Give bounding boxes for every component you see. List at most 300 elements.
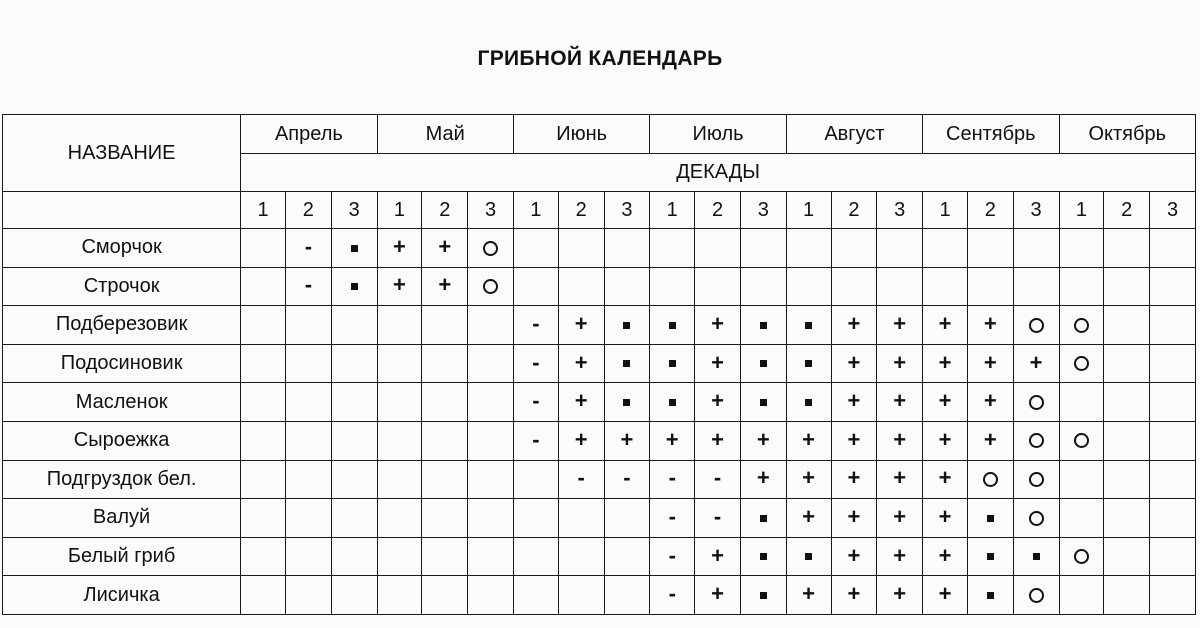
table-row xyxy=(3,306,1196,345)
calendar-cell xyxy=(241,576,286,615)
calendar-cell xyxy=(1059,267,1104,306)
calendar-cell xyxy=(1104,460,1150,499)
square-mark xyxy=(669,360,676,367)
decade-number: 2 xyxy=(967,192,1013,229)
decade-number: 2 xyxy=(558,192,604,229)
calendar-cell xyxy=(786,460,831,499)
calendar-cell xyxy=(650,267,695,306)
calendar-cell xyxy=(695,229,741,268)
calendar-cell xyxy=(1104,499,1150,538)
calendar-cell xyxy=(558,383,604,422)
plus-mark: + xyxy=(393,272,406,298)
calendar-cell xyxy=(604,229,650,268)
plus-mark: + xyxy=(893,349,907,375)
calendar-cell xyxy=(377,267,422,306)
calendar-cell xyxy=(241,229,286,268)
calendar-cell xyxy=(877,229,923,268)
decade-number: 2 xyxy=(831,192,877,229)
calendar-cell xyxy=(1059,306,1104,345)
square-mark xyxy=(623,399,630,406)
mushroom-calendar-table xyxy=(2,114,1196,615)
mushroom-name: Подгруздок бел. xyxy=(3,460,241,499)
calendar-cell xyxy=(740,383,786,422)
mushroom-name: Сморчок xyxy=(3,229,241,268)
month-header: Июль xyxy=(650,115,786,154)
calendar-cell xyxy=(1013,537,1059,576)
table-row xyxy=(3,499,1196,538)
plus-mark: + xyxy=(847,426,861,452)
calendar-cell xyxy=(650,383,695,422)
calendar-cell xyxy=(1013,267,1059,306)
calendar-cell xyxy=(1150,460,1196,499)
calendar-cell xyxy=(513,499,558,538)
plus-mark: + xyxy=(802,465,816,491)
plus-mark: + xyxy=(938,581,952,607)
calendar-cell xyxy=(377,421,422,460)
calendar-cell xyxy=(1150,421,1196,460)
calendar-cell xyxy=(1013,383,1059,422)
calendar-cell xyxy=(877,499,923,538)
decade-number: 3 xyxy=(877,192,923,229)
month-header: Май xyxy=(377,115,513,154)
calendar-cell xyxy=(786,306,831,345)
calendar-cell xyxy=(1150,383,1196,422)
calendar-cell xyxy=(241,306,286,345)
calendar-cell xyxy=(831,267,877,306)
table-row xyxy=(3,344,1196,383)
calendar-cell xyxy=(831,576,877,615)
calendar-cell xyxy=(513,306,558,345)
minus-mark: - xyxy=(668,465,676,491)
circle-mark xyxy=(1029,588,1044,603)
calendar-cell xyxy=(377,306,422,345)
calendar-cell xyxy=(422,499,468,538)
calendar-cell xyxy=(422,537,468,576)
calendar-cell xyxy=(604,421,650,460)
calendar-cell xyxy=(877,383,923,422)
plus-mark: + xyxy=(847,388,861,414)
calendar-cell xyxy=(468,537,514,576)
calendar-cell xyxy=(377,576,422,615)
decade-number: 1 xyxy=(650,192,695,229)
circle-mark xyxy=(483,279,498,294)
square-mark xyxy=(805,360,812,367)
square-mark xyxy=(669,399,676,406)
circle-mark xyxy=(1074,356,1089,371)
calendar-cell xyxy=(241,460,286,499)
decade-number: 3 xyxy=(468,192,514,229)
calendar-cell xyxy=(695,421,741,460)
plus-mark: + xyxy=(938,426,952,452)
calendar-cell xyxy=(650,499,695,538)
calendar-cell xyxy=(1059,460,1104,499)
calendar-cell xyxy=(422,383,468,422)
circle-mark xyxy=(1029,318,1044,333)
calendar-cell xyxy=(923,537,968,576)
name-column-header: НАЗВАНИЕ xyxy=(3,115,241,192)
decade-number: 3 xyxy=(740,192,786,229)
calendar-cell xyxy=(468,306,514,345)
table-row xyxy=(3,460,1196,499)
calendar-cell xyxy=(558,229,604,268)
calendar-cell xyxy=(740,576,786,615)
square-mark xyxy=(623,360,630,367)
calendar-cell xyxy=(923,383,968,422)
calendar-cell xyxy=(1013,576,1059,615)
minus-mark: - xyxy=(532,310,540,336)
calendar-cell xyxy=(331,229,377,268)
plus-mark: + xyxy=(938,542,952,568)
calendar-cell xyxy=(695,344,741,383)
decade-number: 1 xyxy=(377,192,422,229)
calendar-cell xyxy=(740,499,786,538)
square-mark xyxy=(805,553,812,560)
calendar-cell xyxy=(1150,344,1196,383)
calendar-cell xyxy=(331,306,377,345)
calendar-cell xyxy=(1104,537,1150,576)
calendar-cell xyxy=(786,537,831,576)
calendar-cell xyxy=(695,383,741,422)
plus-mark: + xyxy=(574,388,588,414)
calendar-cell xyxy=(1013,421,1059,460)
calendar-cell xyxy=(967,306,1013,345)
plus-mark: + xyxy=(756,426,770,452)
calendar-cell xyxy=(377,383,422,422)
calendar-cell xyxy=(650,229,695,268)
calendar-cell xyxy=(650,537,695,576)
calendar-cell xyxy=(877,537,923,576)
square-mark xyxy=(623,322,630,329)
calendar-cell xyxy=(1059,229,1104,268)
calendar-cell xyxy=(1104,229,1150,268)
table-row xyxy=(3,229,1196,268)
minus-mark: - xyxy=(668,581,676,607)
square-mark xyxy=(351,283,358,290)
calendar-cell xyxy=(468,421,514,460)
table-row xyxy=(3,576,1196,615)
table-row xyxy=(3,383,1196,422)
decade-number: 2 xyxy=(422,192,468,229)
circle-mark xyxy=(1029,395,1044,410)
circle-mark xyxy=(983,472,998,487)
calendar-cell xyxy=(786,229,831,268)
decade-number: 1 xyxy=(786,192,831,229)
calendar-cell xyxy=(786,576,831,615)
calendar-cell xyxy=(285,344,331,383)
circle-mark xyxy=(1074,549,1089,564)
calendar-cell xyxy=(786,421,831,460)
plus-mark: + xyxy=(711,542,724,568)
plus-mark: + xyxy=(620,426,634,452)
calendar-cell xyxy=(331,344,377,383)
plus-mark: + xyxy=(711,310,724,336)
calendar-cell xyxy=(241,421,286,460)
calendar-cell xyxy=(740,344,786,383)
calendar-cell xyxy=(513,229,558,268)
plus-mark: + xyxy=(893,581,907,607)
table-row xyxy=(3,537,1196,576)
calendar-cell xyxy=(331,421,377,460)
minus-mark: - xyxy=(532,426,540,452)
plus-mark: + xyxy=(893,388,907,414)
calendar-cell xyxy=(331,576,377,615)
plus-mark: + xyxy=(983,388,997,414)
calendar-cell xyxy=(377,460,422,499)
plus-mark: + xyxy=(847,503,861,529)
circle-mark xyxy=(1074,433,1089,448)
calendar-cell xyxy=(468,229,514,268)
calendar-cell xyxy=(831,499,877,538)
calendar-cell xyxy=(558,499,604,538)
calendar-cell xyxy=(285,460,331,499)
calendar-cell xyxy=(695,537,741,576)
decade-number: 3 xyxy=(331,192,377,229)
minus-mark: - xyxy=(713,465,722,491)
square-mark xyxy=(669,322,676,329)
decade-number: 2 xyxy=(1104,192,1150,229)
calendar-cell xyxy=(468,499,514,538)
calendar-cell xyxy=(786,499,831,538)
calendar-cell xyxy=(1059,499,1104,538)
calendar-cell xyxy=(377,229,422,268)
calendar-cell xyxy=(650,460,695,499)
minus-mark: - xyxy=(304,233,313,259)
calendar-cell xyxy=(604,499,650,538)
mushroom-name: Лисичка xyxy=(3,576,241,615)
circle-mark xyxy=(1074,318,1089,333)
plus-mark: + xyxy=(893,465,907,491)
calendar-cell xyxy=(331,499,377,538)
calendar-cell xyxy=(285,306,331,345)
calendar-cell xyxy=(558,576,604,615)
calendar-cell xyxy=(831,537,877,576)
calendar-cell xyxy=(377,537,422,576)
calendar-cell xyxy=(422,267,468,306)
month-header: Сентябрь xyxy=(923,115,1059,154)
plus-mark: + xyxy=(574,310,588,336)
calendar-cell xyxy=(468,576,514,615)
calendar-cell xyxy=(513,421,558,460)
plus-mark: + xyxy=(893,503,907,529)
calendar-cell xyxy=(241,383,286,422)
calendar-cell xyxy=(650,306,695,345)
calendar-cell xyxy=(1013,460,1059,499)
calendar-cell xyxy=(923,460,968,499)
calendar-cell xyxy=(422,229,468,268)
mushroom-name: Валуй xyxy=(3,499,241,538)
decade-number: 2 xyxy=(695,192,741,229)
calendar-cell xyxy=(558,460,604,499)
calendar-cell xyxy=(1059,421,1104,460)
calendar-cell xyxy=(831,460,877,499)
plus-mark: + xyxy=(847,581,861,607)
calendar-cell xyxy=(831,383,877,422)
calendar-cell xyxy=(695,576,741,615)
square-mark xyxy=(760,360,767,367)
circle-mark xyxy=(1029,472,1044,487)
decade-number: 3 xyxy=(1013,192,1059,229)
calendar-cell xyxy=(377,344,422,383)
month-header: Апрель xyxy=(241,115,377,154)
decade-number: 2 xyxy=(285,192,331,229)
calendar-cell xyxy=(831,306,877,345)
plus-mark: + xyxy=(438,233,452,259)
calendar-cell xyxy=(831,344,877,383)
plus-mark: + xyxy=(438,272,452,298)
calendar-cell xyxy=(923,499,968,538)
plus-mark: + xyxy=(847,465,861,491)
calendar-cell xyxy=(786,344,831,383)
calendar-cell xyxy=(468,460,514,499)
calendar-cell xyxy=(786,267,831,306)
calendar-cell xyxy=(1150,267,1196,306)
square-mark xyxy=(805,322,812,329)
square-mark xyxy=(760,553,767,560)
calendar-cell xyxy=(1013,344,1059,383)
calendar-cell xyxy=(967,576,1013,615)
plus-mark: + xyxy=(756,465,770,491)
plus-mark: + xyxy=(1029,349,1043,375)
mushroom-name: Масленок xyxy=(3,383,241,422)
calendar-cell xyxy=(241,344,286,383)
plus-mark: + xyxy=(983,426,997,452)
calendar-cell xyxy=(604,306,650,345)
calendar-cell xyxy=(786,383,831,422)
calendar-cell xyxy=(1104,576,1150,615)
plus-mark: + xyxy=(938,349,952,375)
calendar-cell xyxy=(695,499,741,538)
calendar-cell xyxy=(1150,499,1196,538)
table-row xyxy=(3,421,1196,460)
plus-mark: + xyxy=(893,310,907,336)
calendar-cell xyxy=(923,344,968,383)
decades-header: ДЕКАДЫ xyxy=(241,154,1196,192)
minus-mark: - xyxy=(532,349,540,375)
mushroom-name: Строчок xyxy=(3,267,241,306)
calendar-cell xyxy=(967,421,1013,460)
calendar-cell xyxy=(285,421,331,460)
calendar-cell xyxy=(513,576,558,615)
plus-mark: + xyxy=(847,542,861,568)
calendar-cell xyxy=(331,267,377,306)
calendar-cell xyxy=(558,306,604,345)
square-mark xyxy=(351,245,358,252)
plus-mark: + xyxy=(802,503,816,529)
table-row xyxy=(3,267,1196,306)
calendar-cell xyxy=(604,267,650,306)
square-mark xyxy=(1033,553,1040,560)
calendar-cell xyxy=(513,344,558,383)
calendar-cell xyxy=(422,460,468,499)
calendar-cell xyxy=(422,576,468,615)
plus-mark: + xyxy=(393,233,406,259)
month-header: Июнь xyxy=(513,115,649,154)
calendar-cell xyxy=(1150,229,1196,268)
plus-mark: + xyxy=(847,310,861,336)
calendar-cell xyxy=(967,499,1013,538)
minus-mark: - xyxy=(304,272,313,298)
plus-mark: + xyxy=(574,349,588,375)
calendar-cell xyxy=(604,344,650,383)
calendar-cell xyxy=(877,460,923,499)
calendar-cell xyxy=(650,576,695,615)
decade-number: 3 xyxy=(604,192,650,229)
calendar-cell xyxy=(695,306,741,345)
calendar-cell xyxy=(331,460,377,499)
decade-number: 1 xyxy=(923,192,968,229)
calendar-cell xyxy=(967,267,1013,306)
calendar-cell xyxy=(468,383,514,422)
plus-mark: + xyxy=(711,388,724,414)
page-title: ГРИБНОЙ КАЛЕНДАРЬ xyxy=(477,47,723,70)
plus-mark: + xyxy=(665,426,679,452)
calendar-cell xyxy=(967,460,1013,499)
calendar-cell xyxy=(1059,383,1104,422)
calendar-cell xyxy=(1013,499,1059,538)
calendar-cell xyxy=(513,267,558,306)
calendar-cell xyxy=(513,537,558,576)
month-header: Октябрь xyxy=(1059,115,1196,154)
calendar-cell xyxy=(604,576,650,615)
plus-mark: + xyxy=(938,503,952,529)
calendar-cell xyxy=(877,344,923,383)
square-mark xyxy=(987,592,994,599)
calendar-cell xyxy=(513,460,558,499)
mushroom-name: Белый гриб xyxy=(3,537,241,576)
calendar-cell xyxy=(1013,306,1059,345)
mushroom-name: Подберезовик xyxy=(3,306,241,345)
plus-mark: + xyxy=(893,542,907,568)
calendar-cell xyxy=(513,383,558,422)
square-mark xyxy=(805,399,812,406)
calendar-cell xyxy=(285,499,331,538)
mushroom-name: Сыроежка xyxy=(3,421,241,460)
calendar-cell xyxy=(422,306,468,345)
calendar-cell xyxy=(740,267,786,306)
calendar-cell xyxy=(923,229,968,268)
calendar-cell xyxy=(558,421,604,460)
minus-mark: - xyxy=(532,388,540,414)
calendar-cell xyxy=(877,267,923,306)
calendar-cell xyxy=(1150,306,1196,345)
calendar-cell xyxy=(695,460,741,499)
calendar-cell xyxy=(967,229,1013,268)
calendar-cell xyxy=(468,344,514,383)
calendar-cell xyxy=(468,267,514,306)
calendar-cell xyxy=(1013,229,1059,268)
calendar-cell xyxy=(285,576,331,615)
calendar-cell xyxy=(422,421,468,460)
calendar-cell xyxy=(740,460,786,499)
calendar-cell xyxy=(1104,267,1150,306)
square-mark xyxy=(987,553,994,560)
plus-mark: + xyxy=(938,388,952,414)
plus-mark: + xyxy=(802,581,816,607)
square-mark xyxy=(760,592,767,599)
calendar-cell xyxy=(967,383,1013,422)
plus-mark: + xyxy=(938,465,952,491)
calendar-cell xyxy=(285,229,331,268)
calendar-cell xyxy=(877,421,923,460)
calendar-cell xyxy=(923,267,968,306)
calendar-cell xyxy=(740,229,786,268)
calendar-cell xyxy=(285,267,331,306)
plus-mark: + xyxy=(893,426,907,452)
calendar-cell xyxy=(923,421,968,460)
calendar-cell xyxy=(1104,344,1150,383)
minus-mark: - xyxy=(623,465,631,491)
calendar-cell xyxy=(877,576,923,615)
